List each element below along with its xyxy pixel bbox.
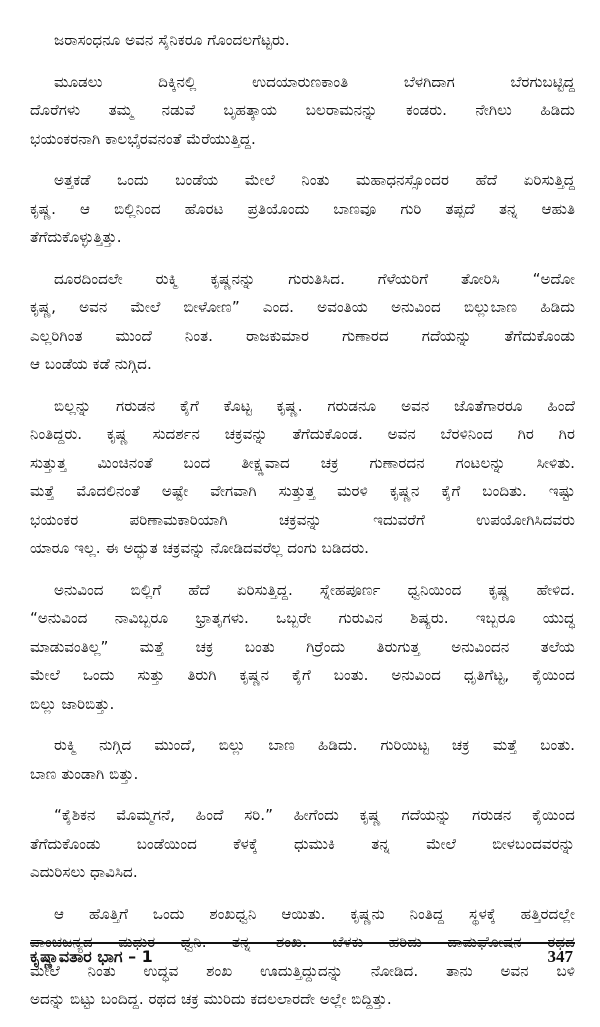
paragraph: [30, 731, 575, 788]
text-line: ದೂರದಿಂದಲೇ ರುಕ್ಮಿ ಕೃಷ್ಣನನ್ನು ಗುರುತಿಸಿದ. ಗೆಳೆಯರಿಗೆ ತೋರಿಸಿ “ಅದೋ: [54, 269, 575, 288]
paragraph: [30, 68, 575, 154]
text-line: ನಿಂತಿದ್ದರು. ಕೃಷ್ಣ ಸುದರ್ಶನ ಚಕ್ರವನ್ನು ತೆಗೆದುಕೊಂಡ. ಅವನ ಬೆರಳಿನಿಂದ ಗಿರ ಗಿರ: [30, 425, 575, 443]
text-line: ಕೃಷ್ಣ. ಆ ಬಿಲ್ಲಿನಿಂದ ಹೊರಟ ಪ್ರತಿಯೊಂದು ಬಾಣವೂ ಗುರಿ ತಪ್ಪದೆ ತನ್ನ ಆಹುತಿ: [30, 199, 575, 218]
text-line: ಆ ಹೊತ್ತಿಗೆ ಒಂದು ಶಂಖಧ್ವನಿ ಆಯಿತು. ಕೃಷ್ಣನು ನಿಂತಿದ್ದ ಸ್ಥಳಕ್ಕೆ ಹತ್ತಿರದಲ್ಲೇ: [54, 904, 575, 923]
text-line: ತೆಗೆದುಕೊಂಡು ಬಂಡೆಯಿಂದ ಕೆಳಕ್ಕೆ ಧುಮುಕಿ ತನ್ನ ಮೇಲೆ ಬೀಳಬಂದವರನ್ನು: [30, 834, 575, 853]
text-line: ಬಿಲ್ಲನ್ನು ಗರುಡನ ಕೈಗೆ ಕೊಟ್ಟ ಕೃಷ್ಣ. ಗರುಡನೂ ಅವನ ಜೊತೆಗಾರರೂ ಹಿಂದೆ: [54, 396, 575, 415]
text-line: ಎದುರಿಸಲು ಧಾವಿಸಿದ.: [30, 863, 138, 881]
text-line: ಆ ಬಂಡೆಯ ಕಡೆ ನುಗ್ಗಿದ.: [30, 355, 152, 373]
text-line: ಭಯಂಕರನಾಗಿ ಕಾಲಭೈರವನಂತೆ ಮೆರೆಯುತ್ತಿದ್ದ.: [30, 129, 256, 148]
text-line: ಅದನ್ನು ಬಿಟ್ಟು ಬಂದಿದ್ದ. ರಥದ ಚಕ್ರ ಮುರಿದು ಕದಲಲಾರದೇ ಅಲ್ಲೇ ಬಿದ್ದಿತ್ತು.: [30, 990, 392, 1008]
text-line: ಮಾಡುವಂತಿಲ್ಲ” ಮತ್ತೆ ಚಕ್ರ ಬಂತು ಗಿರ್ರೆಂದು ತಿರುಗುತ್ತ ಅನುವಿಂದನ ತಲೆಯ: [30, 637, 575, 656]
text-line: ದೊರೆಗಳು ತಮ್ಮ ನಡುವೆ ಬೃಹತ್ಕಾಯ ಬಲರಾಮನನ್ನು ಕಂಡರು. ನೇಗಿಲು ಹಿಡಿದು: [30, 101, 575, 119]
text-line: ಮತ್ತೆ ಮೊದಲಿನಂತೆ ಅಷ್ಟೇ ವೇಗವಾಗಿ ಸುತ್ತುತ್ತ ಮರಳಿ ಕೃಷ್ಣನ ಕೈಗೆ ಬಂದಿತು. ಇಷ್ಟು: [30, 482, 575, 500]
book-title: ಕೃಷ್ಣಾವತಾರ ಭಾಗ – 1: [30, 947, 153, 966]
text-line: ಭಯಂಕರ ಪರಿಣಾಮಕಾರಿಯಾಗಿ ಚಕ್ರವನ್ನು ಇದುವರೆಗೆ ಉಪಯೋಗಿಸಿದವರು: [30, 510, 575, 529]
text-line: ಅನುವಿಂದ ಬಿಲ್ಲಿಗೆ ಹೆದೆ ಏರಿಸುತ್ತಿದ್ದ. ಸ್ನೇಹಪೂರ್ಣ ಧ್ವನಿಯಿಂದ ಕೃಷ್ಣ ಹೇಳಿದ.: [54, 580, 575, 599]
text-line: “ಅನುವಿಂದ ನಾವಿಬ್ಬರೂ ಭ್ರಾತೃಗಳು. ಒಬ್ಬರೇ ಗುರುವಿನ ಶಿಷ್ಯರು. ಇಬ್ಬರೂ ಯುದ್ಧ: [30, 609, 575, 627]
text-line: ಎಲ್ಲರಿಗಿಂತ ಮುಂದೆ ನಿಂತ. ರಾಜಕುಮಾರ ಗುಣಾರದ ಗದೆಯನ್ನು ತೆಗೆದುಕೊಂಡು: [30, 326, 575, 345]
text-line: ಮೇಲೆ ನಿಂತು ಉದ್ಧವ ಶಂಖ ಊದುತ್ತಿದ್ದುದನ್ನು ನೋಡಿದ. ತಾನು ಅವನ ಬಳಿ: [30, 961, 575, 980]
paragraph: [30, 26, 575, 55]
text-line: ಮೇಲೆ ಒಂದು ಸುತ್ತು ತಿರುಗಿ ಕೃಷ್ಣನ ಕೈಗೆ ಬಂತು. ಅನುವಿಂದ ಧೃತಿಗೆಟ್ಟ, ಕೈಯಿಂದ: [30, 666, 575, 684]
paragraph: [30, 392, 575, 563]
page-footer: [30, 942, 575, 967]
paragraph: [30, 576, 575, 719]
paragraph: [30, 801, 575, 887]
text-line: ಸುತ್ತುತ್ತ ಮಿಂಚಿನಂತೆ ಬಂದ ತೀಕ್ಷ್ಣವಾದ ಚಕ್ರ ಗುಣಾರದನ ಗಂಟಲನ್ನು ಸೀಳಿತು.: [30, 453, 575, 472]
page-body: [30, 26, 575, 1027]
paragraph: [30, 265, 575, 379]
text-line: ರುಕ್ಮಿ ನುಗ್ಗಿದ ಮುಂದೆ, ಬಿಲ್ಲು ಬಾಣ ಹಿಡಿದು. ಗುರಿಯಿಟ್ಟ ಚಕ್ರ ಮತ್ತೆ ಬಂತು.: [54, 736, 575, 754]
paragraph: [30, 166, 575, 252]
page-number: 347: [547, 947, 573, 966]
text-line: ಕೃಷ್ಣ, ಅವನ ಮೇಲೆ ಬೀಳೋಣ” ಎಂದ. ಅವಂತಿಯ ಅನುವಿಂದ ಬಿಲ್ಲುಬಾಣ ಹಿಡಿದು: [30, 298, 575, 316]
text-line: “ಕೈಶಿಕನ ಮೊಮ್ಮಗನೆ, ಹಿಂದೆ ಸರಿ.” ಹೀಗೆಂದು ಕೃಷ್ಣ ಗದೆಯನ್ನು ಗರುಡನ ಕೈಯಿಂದ: [54, 806, 575, 824]
text-line: ಬಿಲ್ಲು ಜಾರಿಬಿತ್ತು.: [30, 694, 115, 713]
text-line: ಅತ್ತಕಡೆ ಒಂದು ಬಂಡೆಯ ಮೇಲೆ ನಿಂತು ಮಹಾಧನಸ್ಸೊಂದರ ಹೆದೆ ಏರಿಸುತ್ತಿದ್ದ: [54, 171, 575, 189]
text-line: ಯಾರೂ ಇಲ್ಲ. ಈ ಅದ್ಭುತ ಚಕ್ರವನ್ನು ನೋಡಿದವರೆಲ್ಲ ದಂಗು ಬಡಿದರು.: [30, 539, 370, 557]
text-line: ಬಾಣ ತುಂಡಾಗಿ ಬಿತ್ತು.: [30, 764, 139, 783]
text-line: ತೆಗೆದುಕೊಳ್ಳುತ್ತಿತ್ತು.: [30, 228, 122, 246]
text-line: ಮೂಡಲು ದಿಕ್ಕಿನಲ್ಲಿ ಉದಯಾರುಣಕಾಂತಿ ಬೆಳಗಿದಾಗ ಬೆರಗುಬಟ್ಟಿದ್ದ: [54, 72, 575, 91]
text-line: ಜರಾಸಂಧನೂ ಅವನ ಸೈನಿಕರೂ ಗೊಂದಲಗೆಟ್ಟರು.: [54, 31, 290, 49]
text-line: ಪಾಂಚಜನ್ಯದ ಮಧುರ ಧ್ವನಿ. ತನ್ನ ಶಂಖ. ಬೆಳಕು ಹರಿದು ದಾಮಘೋಷನ ರಥದ: [30, 933, 575, 951]
